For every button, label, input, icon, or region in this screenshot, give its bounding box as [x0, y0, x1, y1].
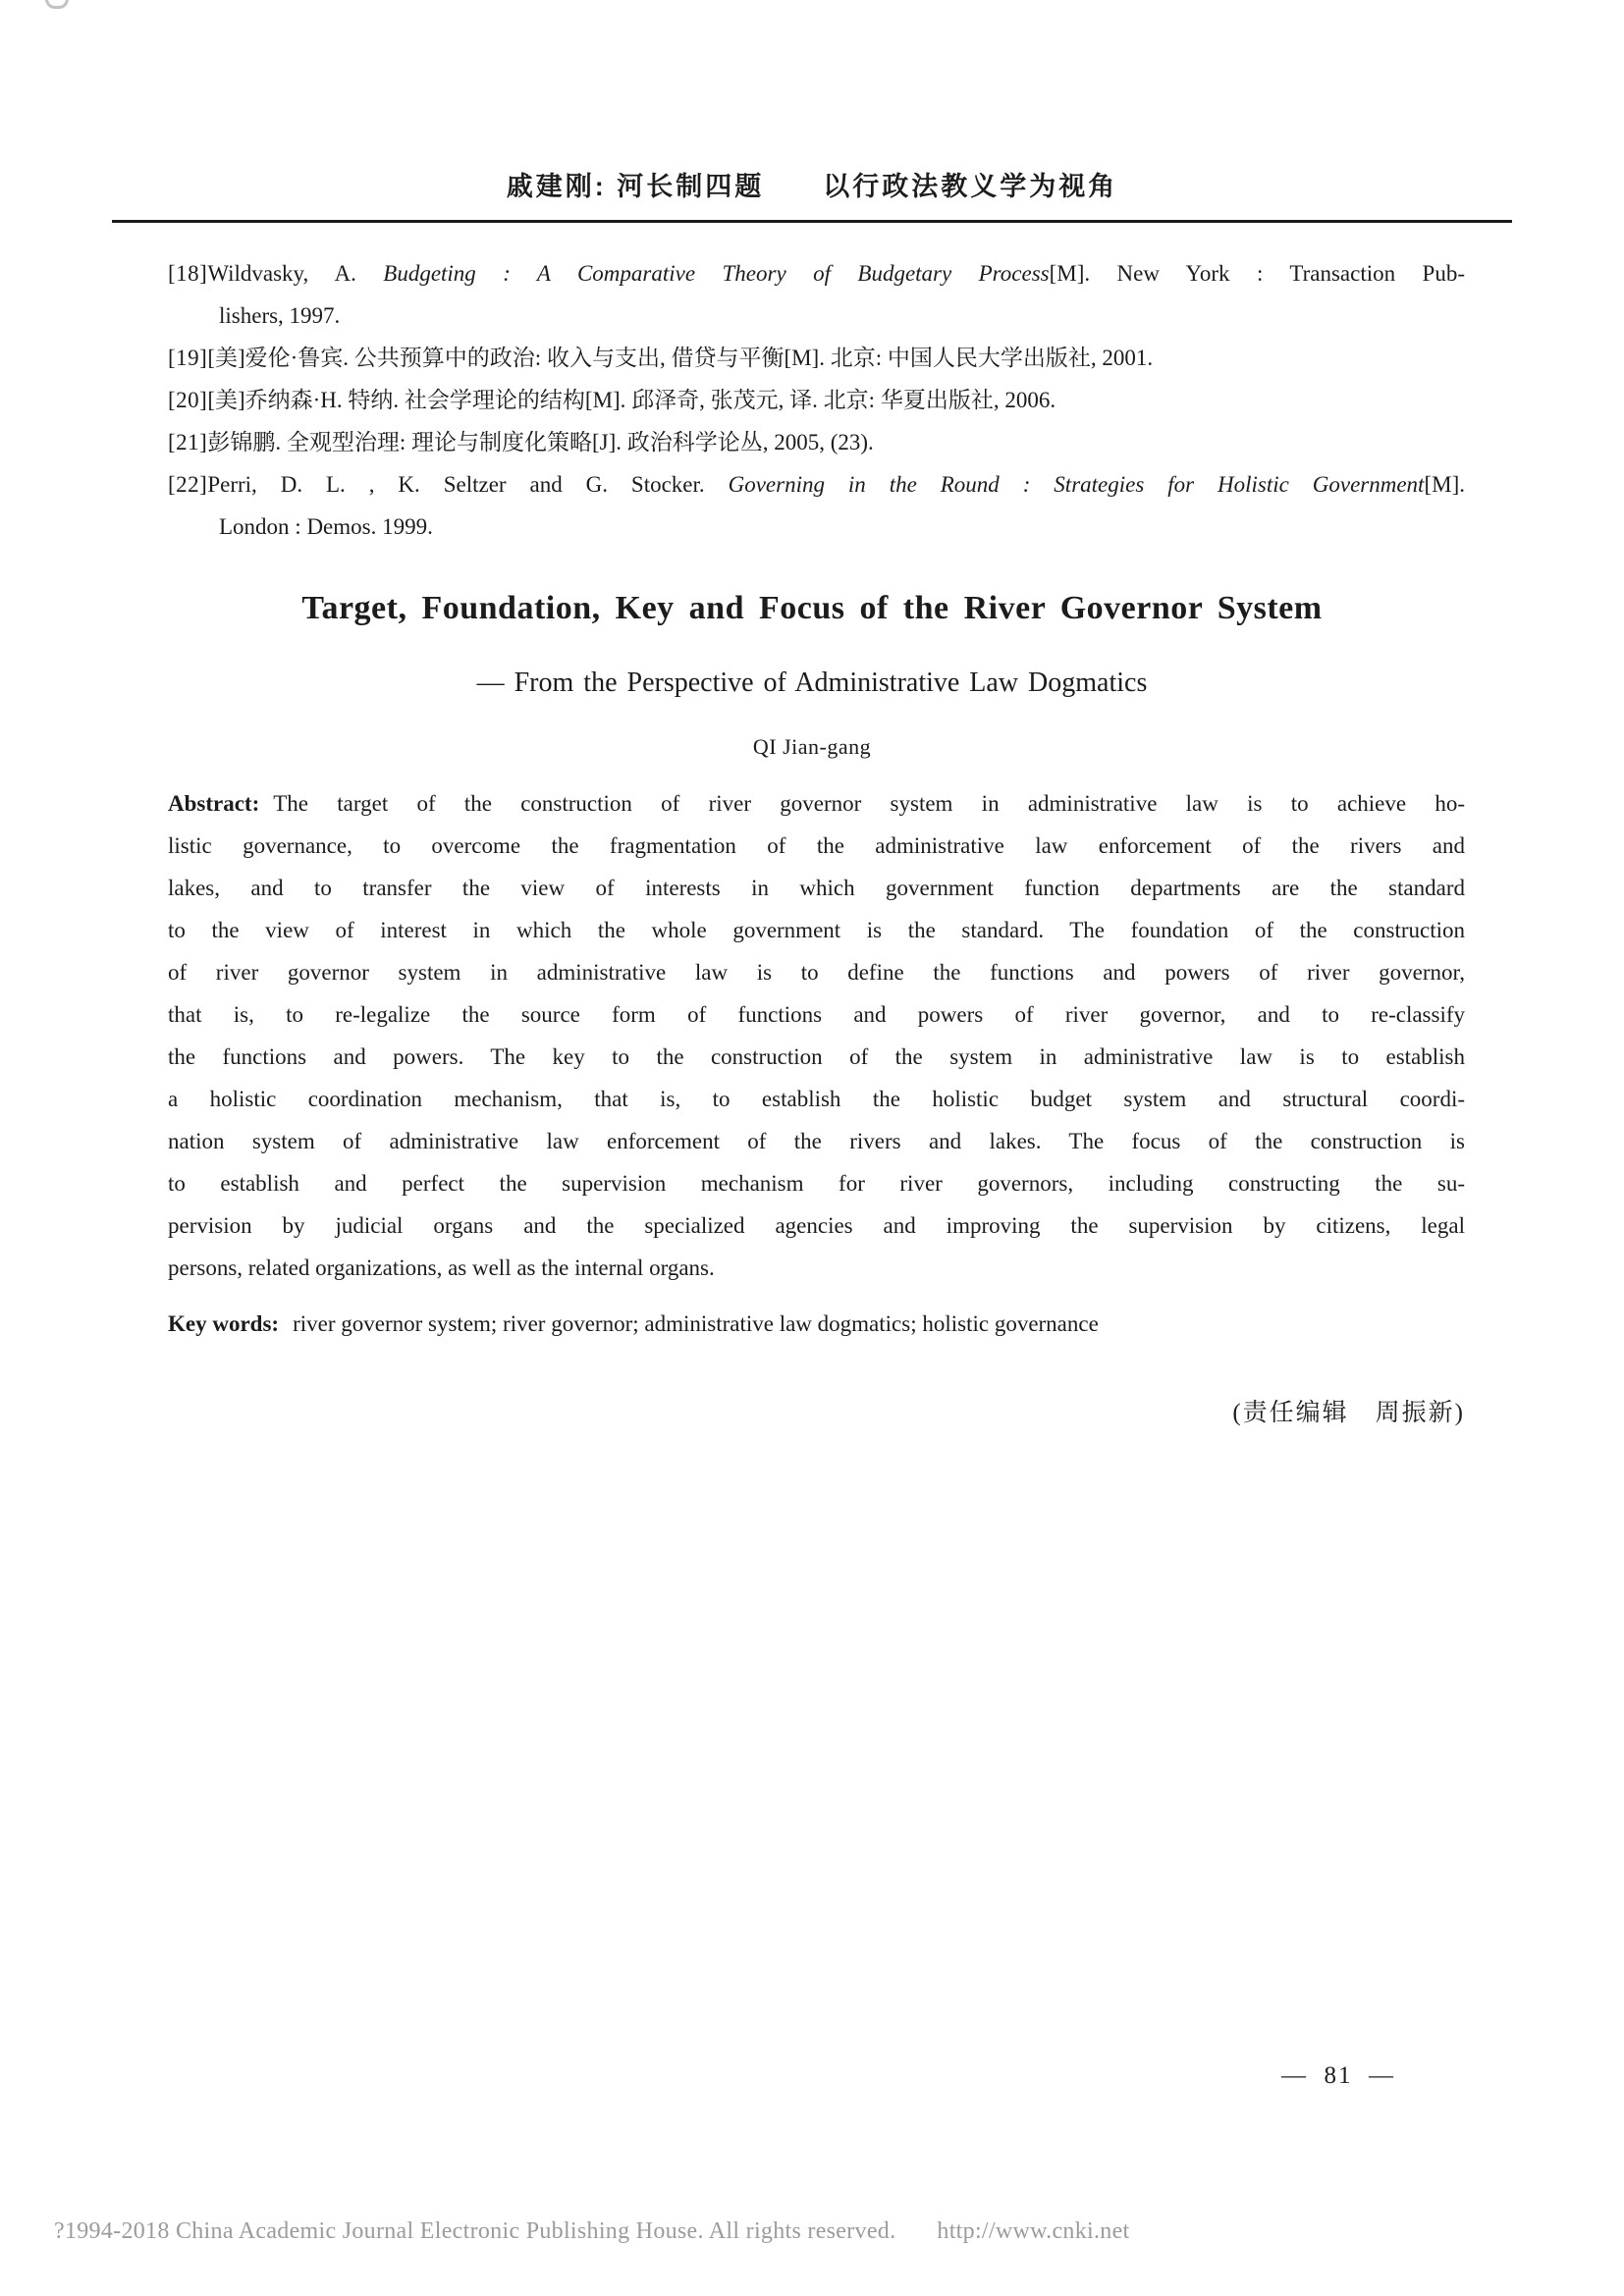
reference-number: [18]: [168, 261, 208, 286]
reference-number: [20]: [168, 388, 208, 412]
reference-number: [22]: [168, 472, 208, 497]
abstract-text: The target of the construction of river governor system in administrative law is to achieve ho-: [273, 791, 1465, 816]
reference-text: Perri, D. L. , K. Seltzer and G. Stocker.: [207, 472, 729, 497]
header-divider: [112, 220, 1512, 223]
abstract-label: Abstract:: [168, 791, 260, 816]
reference-22: [168, 463, 1465, 548]
abstract-line: that is, to re-legalize the source form of functions and powers of river governor, and to re-classify: [168, 1002, 1465, 1027]
reference-text: [美]爱伦·鲁宾. 公共预算中的政治: 收入与支出, 借贷与平衡[M]. 北京: 中国人民大学出版社, 2001.: [207, 346, 1154, 370]
abstract-line: the functions and powers. The key to the construction of the system in administrative law is to establish: [168, 1044, 1465, 1069]
abstract-line: nation system of administrative law enforcement of the rivers and lakes. The focus of the construction is: [168, 1129, 1465, 1153]
reference-continuation: London : Demos. 1999.: [219, 514, 433, 539]
page-number: — 81 —: [1281, 2062, 1395, 2089]
article-subtitle-english: — From the Perspective of Administrative Law Dogmatics: [476, 667, 1148, 698]
reference-18: [168, 252, 1465, 337]
scan-artifact: [45, 0, 69, 9]
reference-text: [M].: [1424, 472, 1465, 497]
abstract-line: pervision by judicial organs and the specialized agencies and improving the supervision by citizens, legal: [168, 1213, 1465, 1238]
keywords-text: river governor system; river governor; administrative law dogmatics; holistic governance: [293, 1311, 1099, 1336]
abstract-line: to establish and perfect the supervision mechanism for river governors, including constructing the su-: [168, 1171, 1465, 1196]
reference-line: [168, 337, 1465, 379]
reference-text: 彭锦鹏. 全观型治理: 理论与制度化策略[J]. 政治科学论丛, 2005, (23).: [207, 430, 874, 454]
reference-21: [168, 421, 1465, 463]
abstract-section: [168, 782, 1465, 1289]
reference-title-italic: Governing in the Round : Strategies for Holistic Government: [728, 472, 1425, 497]
reference-line: [168, 379, 1465, 421]
reference-title-italic: Budgeting : A Comparative Theory of Budgetary Process: [383, 261, 1050, 286]
author-name: QI Jian-gang: [752, 734, 872, 759]
reference-20: [168, 379, 1465, 421]
cnki-url: http://www.cnki.net: [937, 2218, 1130, 2244]
reference-number: [21]: [168, 430, 208, 454]
abstract-line: of river governor system in administrative law is to define the functions and powers of river governor,: [168, 960, 1465, 985]
reference-text: Wildvasky, A.: [207, 261, 384, 286]
reference-line: [168, 252, 1465, 294]
article-title-english: Target, Foundation, Key and Focus of the River Governor System: [301, 590, 1323, 626]
reference-19: [168, 337, 1465, 379]
reference-text: [M]. New York : Transaction Pub-: [1049, 261, 1465, 286]
reference-line: [168, 463, 1465, 506]
abstract-line: a holistic coordination mechanism, that is, to establish the holistic budget system and structural coordi-: [168, 1087, 1465, 1111]
abstract-line: persons, related organizations, as well as the internal organs.: [168, 1255, 715, 1280]
abstract-line: to the view of interest in which the whole government is the standard. The foundation of the construction: [168, 918, 1465, 942]
reference-continuation: lishers, 1997.: [219, 303, 341, 328]
reference-line: [168, 421, 1465, 463]
reference-text: [美]乔纳森·H. 特纳. 社会学理论的结构[M]. 邱泽奇, 张茂元, 译. 北京: 华夏出版社, 2006.: [207, 388, 1056, 412]
keywords-line: [168, 1303, 1465, 1345]
reference-number: [19]: [168, 346, 208, 370]
editor-note: (责任编辑 周振新): [1232, 1400, 1465, 1426]
abstract-line: lakes, and to transfer the view of interests in which government function departments are the standard: [168, 876, 1465, 900]
abstract-line: listic governance, to overcome the fragmentation of the administrative law enforcement of the rivers and: [168, 833, 1465, 858]
copyright-text: ?1994-2018 China Academic Journal Electronic Publishing House. All rights reserved.: [54, 2218, 896, 2244]
publisher-footer: [54, 2218, 1586, 2245]
abstract-line: [168, 782, 1465, 825]
keywords-label: Key words:: [168, 1311, 280, 1336]
reference-list: [168, 252, 1465, 548]
running-header: 戚建刚: 河长制四题 以行政法教义学为视角: [506, 172, 1118, 201]
